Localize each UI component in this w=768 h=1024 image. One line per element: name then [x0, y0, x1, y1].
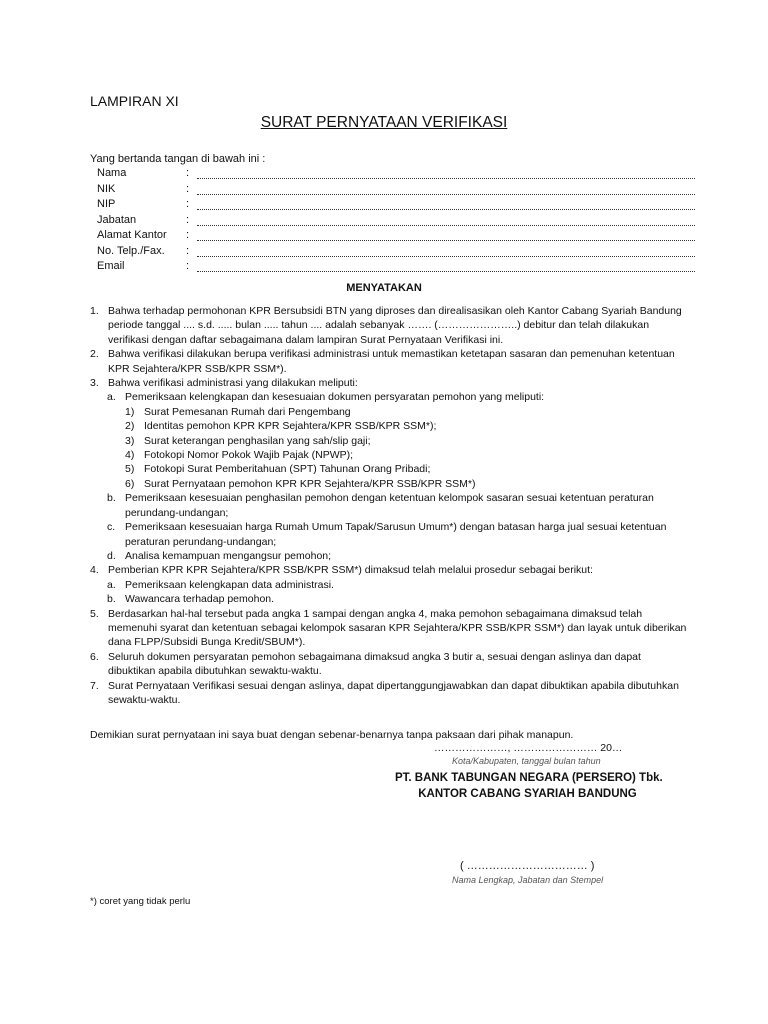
place-date-caption: Kota/Kabupaten, tanggal bulan tahun	[452, 756, 601, 766]
declaration-line	[90, 376, 690, 390]
field-colon: :	[186, 244, 190, 257]
item-number: 1)	[125, 405, 135, 418]
field-fill-line	[197, 225, 695, 226]
item-number: a.	[107, 578, 116, 591]
field-label: Nama	[97, 167, 127, 179]
field-colon: :	[186, 213, 190, 226]
appendix-label: LAMPIRAN XI	[90, 93, 179, 109]
declaration-line	[90, 664, 690, 678]
item-number: 6.	[90, 650, 99, 663]
field-colon: :	[186, 198, 190, 210]
item-text: sewaktu-waktu.	[108, 693, 181, 706]
item-text: Seluruh dokumen persyaratan pemohon sebagaimana dimaksud angka 3 butir a, sesuai dengan aslinya dan dapat	[108, 650, 641, 663]
declaration-line	[90, 405, 690, 419]
field-jabatan	[97, 214, 697, 230]
item-number: 3)	[125, 434, 135, 447]
field-label: Alamat Kantor	[97, 229, 167, 241]
item-text: Fotokopi Surat Pemberitahuan (SPT) Tahunan Orang Pribadi;	[144, 463, 431, 476]
item-text: Berdasarkan hal-hal tersebut pada angka 1 sampai dengan angka 4, maka pemohon sebagaimana dimaksud telah	[108, 607, 643, 620]
field-label: Jabatan	[97, 213, 137, 226]
declaration-line	[90, 592, 690, 606]
item-number: 2)	[125, 420, 135, 433]
item-text: dibuktikan apabila dibutuhkan sewaktu-waktu.	[108, 665, 322, 678]
footnote: *) coret yang tidak perlu	[90, 896, 191, 907]
field-fill-line	[197, 209, 695, 210]
item-number: 4)	[125, 449, 135, 462]
declaration-line	[90, 304, 690, 318]
item-number: 6)	[125, 477, 135, 490]
declaration-list	[90, 304, 690, 707]
field-label: NIP	[97, 198, 116, 210]
declaration-line	[90, 607, 690, 621]
declaration-line	[90, 650, 690, 664]
declaration-line	[90, 477, 690, 491]
declaration-line	[90, 506, 690, 520]
item-text: Surat keterangan penghasilan yang sah/slip gaji;	[144, 434, 371, 447]
field-fill-line	[197, 271, 695, 272]
declaration-line	[90, 462, 690, 476]
declaration-line	[90, 578, 690, 592]
item-number: d.	[107, 549, 116, 562]
item-number: a.	[107, 391, 116, 404]
declaration-line	[90, 520, 690, 534]
company-block	[395, 770, 663, 802]
declaration-line	[90, 693, 690, 707]
item-text: Bahwa verifikasi dilakukan berupa verifikasi administrasi untuk memastikan ketetapan sasaran dan pemenuhan ketentuan	[108, 348, 675, 361]
declaration-line	[90, 448, 690, 462]
item-text: Pemeriksaan kesesuaian harga Rumah Umum Tapak/Sarusun Umum*) dengan batasan harga jual sesuai ketentuan	[125, 521, 667, 534]
item-text: Bahwa terhadap permohonan KPR Bersubsidi BTN yang diproses dan direalisasikan oleh Kantor Cabang Syariah Bandung	[108, 305, 682, 317]
field-label: Email	[97, 260, 125, 272]
field-fill-line	[197, 256, 695, 257]
field-fill-line	[197, 240, 695, 241]
item-text: Identitas pemohon KPR KPR Sejahtera/KPR SSB/KPR SSM*);	[144, 420, 437, 433]
item-text: Surat Pemesanan Rumah dari Pengembang	[144, 405, 351, 418]
item-text: Pemeriksaan kelengkapan data administrasi.	[125, 578, 334, 591]
field-label: No. Telp./Fax.	[97, 244, 165, 257]
item-number: 3.	[90, 377, 99, 390]
item-text: Pemberian KPR KPR Sejahtera/KPR SSB/KPR SSM*) dimaksud telah melalui prosedur sebagai berikut:	[108, 564, 593, 577]
item-text: peraturan perundang-undangan;	[125, 535, 277, 548]
item-number: b.	[107, 593, 116, 606]
item-text: Fotokopi Nomor Pokok Wajib Pajak (NPWP);	[144, 449, 354, 462]
field-alamat-kantor	[97, 229, 697, 245]
item-text: verifikasi dengan daftar sebagaimana dalam lampiran Surat Pernyataan Verifikasi ini.	[108, 333, 504, 346]
item-number: 5)	[125, 463, 135, 476]
item-number: c.	[107, 521, 116, 534]
declaration-line	[90, 563, 690, 577]
item-text: Surat Pernyataan Verifikasi sesuai dengan aslinya, dapat dipertanggungjawabkan dan dapat dibuktikan apabila dibutuhkan	[108, 679, 679, 692]
declaration-line	[90, 434, 690, 448]
item-number: 5.	[90, 607, 99, 620]
signature-line: ( …………………………… )	[460, 860, 595, 872]
branch-name: KANTOR CABANG SYARIAH BANDUNG	[418, 788, 637, 800]
item-text: memenuhi syarat dan ketentuan sebagai kelompok sasaran KPR Sejahtera/KPR SSB/KPR SSM*) dan layak untuk diberikan	[108, 621, 687, 634]
declaration-line	[90, 635, 690, 649]
field-colon: :	[186, 229, 190, 241]
closing-statement: Demikian surat pernyataan ini saya buat dengan sebenar-benarnya tanpa paksaan dari pihak manapun.	[90, 729, 574, 741]
field-label: NIK	[97, 182, 116, 195]
declaration-line	[90, 362, 690, 376]
document-title: SURAT PERNYATAAN VERIFIKASI	[260, 114, 508, 131]
field-nama	[97, 167, 697, 183]
field-telp-fax	[97, 245, 697, 261]
identity-fields	[97, 167, 697, 276]
item-text: KPR Sejahtera/KPR SSB/KPR SSM*).	[108, 362, 287, 375]
item-text: perundang-undangan;	[125, 506, 229, 519]
field-colon: :	[186, 182, 190, 195]
item-number: b.	[107, 492, 116, 505]
field-email	[97, 260, 697, 276]
item-text: dana FLPP/Subsidi Bunga Kredit/SBUM*).	[108, 636, 306, 649]
declaration-line	[90, 318, 690, 332]
declaration-line	[90, 535, 690, 549]
item-text: Surat Pernyataan pemohon KPR KPR Sejahtera/KPR SSB/KPR SSM*)	[144, 477, 476, 490]
field-fill-line	[197, 178, 695, 179]
item-number: 2.	[90, 348, 99, 361]
declaration-line	[90, 333, 690, 347]
field-nik	[97, 183, 697, 199]
item-text: Pemeriksaan kesesuaian penghasilan pemohon dengan ketentuan kelompok sasaran sesuai ketentuan peraturan	[125, 492, 654, 505]
item-text: Analisa kemampuan mengangsur pemohon;	[125, 549, 332, 562]
item-number: 1.	[90, 305, 99, 317]
signature-caption: Nama Lengkap, Jabatan dan Stempel	[452, 875, 604, 885]
field-colon: :	[186, 167, 190, 179]
declaration-line	[90, 549, 690, 563]
field-colon: :	[186, 260, 190, 272]
company-name: PT. BANK TABUNGAN NEGARA (PERSERO) Tbk.	[395, 772, 663, 784]
declaration-line	[90, 679, 690, 693]
declaration-line	[90, 347, 690, 361]
field-fill-line	[197, 194, 695, 195]
place-date-line: …………………, …………………… 20…	[434, 742, 623, 754]
declaration-line	[90, 491, 690, 505]
field-nip	[97, 198, 697, 214]
item-number: 7.	[90, 679, 99, 692]
item-text: Bahwa verifikasi administrasi yang dilakukan meliputi:	[108, 377, 358, 390]
intro-text: Yang bertanda tangan di bawah ini :	[90, 153, 266, 165]
declaration-heading: MENYATAKAN	[346, 282, 422, 294]
item-number: 4.	[90, 564, 99, 577]
declaration-line	[90, 621, 690, 635]
declaration-line	[90, 390, 690, 404]
item-text: Pemeriksaan kelengkapan dan kesesuaian dokumen persyaratan pemohon yang meliputi:	[125, 391, 545, 404]
item-text: Wawancara terhadap pemohon.	[125, 593, 275, 606]
declaration-line	[90, 419, 690, 433]
item-text: periode tanggal .... s.d. ..... bulan ..... tahun .... adalah sebanyak ……. (…………………..) debitur dan telah dilakukan	[108, 319, 650, 332]
